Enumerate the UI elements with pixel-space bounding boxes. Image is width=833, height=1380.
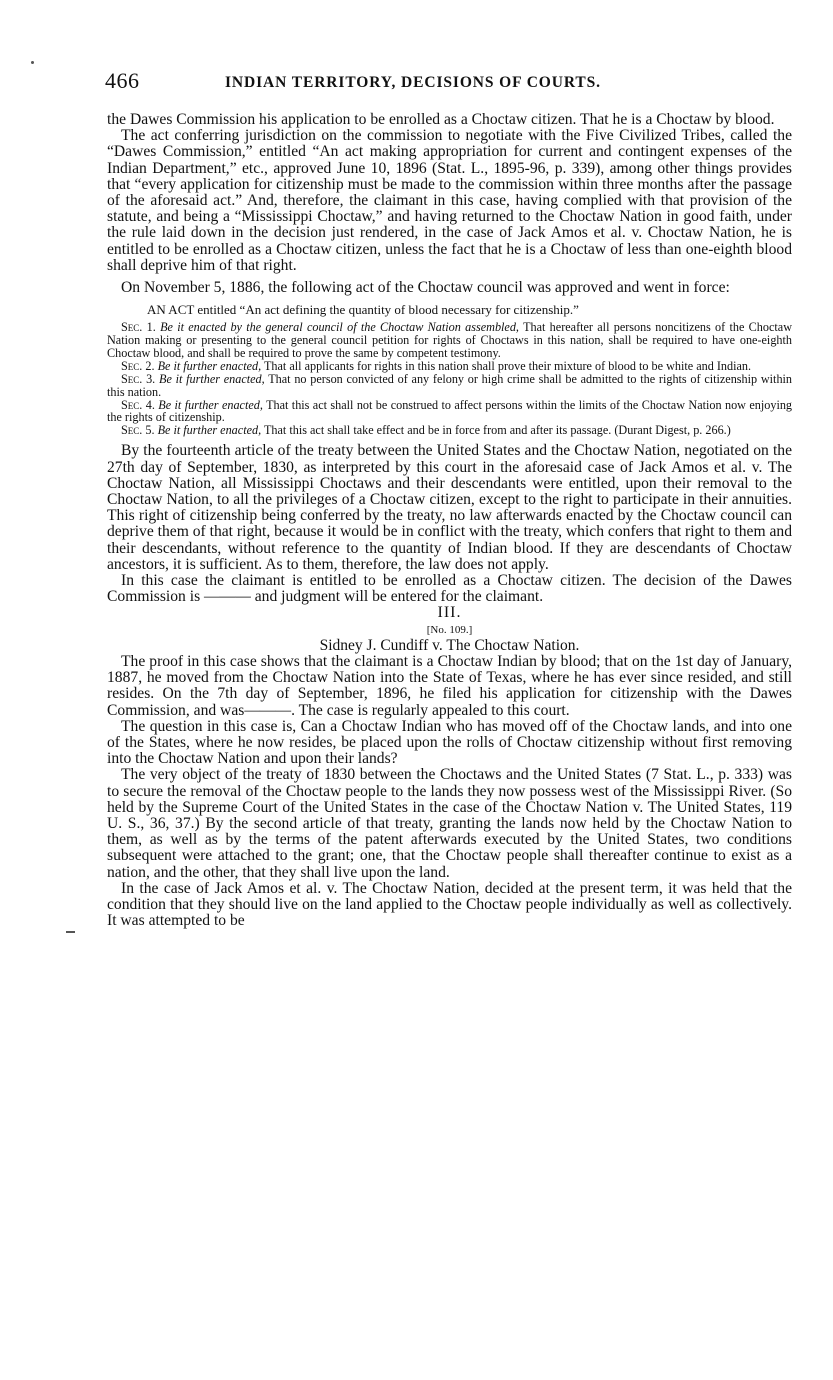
statute-section — [107, 424, 792, 437]
section-number: III. — [437, 604, 462, 622]
document-page — [107, 68, 792, 929]
margin-dash — [66, 931, 75, 933]
paragraph: By the fourteenth article of the treaty between the United States and the Choctaw Nation, negotiated on the 27th day of September, 1830, as interpreted by this court in the aforesaid case of Jack Amos et al. v. The Choctaw Nation, all Mississippi Choctaws and their descendants were entitled, upon their removal to the Choctaw Nation, to all the privileges of a Choctaw citizen, except to the right to participate in their annuities. This right of citizenship being conferred by the treaty, no law afterwards enacted by the Choctaw council can deprive them of that right, because it would be in conflict with the treaty, which confers that right to them and their descendants, without reference to the quantity of Indian blood. If they are descendants of Choctaw ancestors, it is sufficient. As to them, therefore, the law does not apply. — [107, 442, 792, 573]
statute-section — [107, 373, 792, 399]
enacting-clause: Be it further enacted, — [157, 358, 262, 373]
page-header — [107, 68, 792, 98]
enacting-clause: Be it further enacted, — [157, 423, 262, 438]
paragraph: In this case the claimant is entitled to be enrolled as a Choctaw citizen. The decision of the Dawes Commission is ——— and judgment will be entered for the claimant. — [107, 571, 792, 606]
enacting-clause: Be it further enacted, — [158, 397, 263, 412]
paragraph: In the case of Jack Amos et al. v. The Choctaw Nation, decided at the present term, it was held that the condition that they should live on the land applied to the Choctaw people individually as well as collectively. It was attempted to be — [107, 879, 792, 930]
section-text: That hereafter all persons noncitizens of the Choctaw Nation making or presenting to the general council petition for rights of Choctaws in this nation, shall be required to have one-eighth Choctaw blood, and shall be required to prove the same by competent testimony. — [107, 320, 793, 360]
paragraph: The question in this case is, Can a Choctaw Indian who has moved off of the Choctaw lands, and into one of the States, where he now resides, be placed upon the rolls of Choctaw citizenship without first removing into the Choctaw Nation and upon their lands? — [107, 717, 792, 768]
statute-block — [107, 304, 792, 437]
case-number: [No. 109.] — [426, 623, 473, 636]
margin-dot-top — [31, 61, 34, 64]
section-text: That all applicants for rights in this nation shall prove their mixture of blood to be white and Indian. — [263, 358, 752, 373]
section-label: Sec. 2. — [121, 358, 155, 373]
running-title: INDIAN TERRITORY, DECISIONS OF COURTS. — [225, 74, 601, 91]
section-label: Sec. 1. — [121, 320, 156, 335]
section-label: Sec. 5. — [121, 423, 155, 438]
body-text — [107, 112, 792, 929]
paragraph: On November 5, 1886, the following act of the Choctaw council was approved and went in force: — [121, 279, 730, 297]
case-title: Sidney J. Cundiff v. The Choctaw Nation. — [319, 636, 580, 654]
section-text: That this act shall take effect and be in force from and after its passage. (Durant Digest, p. 266.) — [263, 423, 731, 438]
statute-section — [107, 321, 792, 360]
statute-section — [107, 399, 792, 425]
paragraph: The act conferring jurisdiction on the commission to negotiate with the Five Civilized Tribes, called the “Dawes Commission,” entitled “An act making appropriation for current and contingent expenses of the Indian Department,” etc., approved June 10, 1896 (Stat. L., 1895-96, p. 339), among other things provides that “every application for citizenship must be made to the commission within three months after the passage of the aforesaid act.” And, therefore, the claimant in this case, having complied with that provision of the statute, and being a “Mississippi Choctaw,” and having returned to the Choctaw Nation in good faith, under the rule laid down in the decision just rendered, in the case of Jack Amos et al. v. Choctaw Nation, he is entitled to be enrolled as a Choctaw citizen, unless the fact that he is a Choctaw of less than one-eighth blood shall deprive him of that right. — [107, 127, 792, 274]
paragraph: The very object of the treaty of 1830 between the Choctaws and the United States (7 Stat. L., p. 333) was to secure the removal of the Choctaw people to the lands they now possess west of the Mississippi River. (So held by the Supreme Court of the United States in the case of the Choctaw Nation v. The United States, 119 U. S., 36, 37.) By the second article of that treaty, granting the lands now held by the Choctaw Nation to them, as well as by the terms of the patent afterwards executed by the United States, two conditions subsequent were attached to the grant; one, that the Choctaw people shall thereafter continue to exist as a nation, and the other, that they shall live upon the land. — [107, 766, 792, 881]
act-title: AN ACT entitled “An act defining the quantity of blood necessary for citizenship.” — [147, 302, 579, 318]
paragraph: The proof in this case shows that the claimant is a Choctaw Indian by blood; that on the 1st day of January, 1887, he moved from the Choctaw Nation into the State of Texas, where he has ever since resided, and still resides. On the 7th day of September, 1896, he filed his application for citizenship with the Dawes Commission, and was———. The case is regularly appealed to this court. — [107, 652, 792, 719]
section-label: Sec. 3. — [121, 371, 156, 386]
paragraph: the Dawes Commission his application to be enrolled as a Choctaw citizen. That he is a Choctaw by blood. — [107, 111, 775, 128]
enacting-clause: Be it further enacted, — [159, 371, 265, 386]
section-text: That no person convicted of any felony or high crime shall be admitted to the rights of citizenship within this nation. — [107, 371, 793, 399]
section-label: Sec. 4. — [121, 397, 155, 412]
enacting-clause: Be it enacted by the general council of the Choctaw Nation assembled, — [160, 320, 519, 335]
page-number: 466 — [105, 68, 140, 93]
section-text: That this act shall not be construed to affect persons within the limits of the Choctaw Nation now enjoying the rights of citizenship. — [107, 397, 793, 425]
